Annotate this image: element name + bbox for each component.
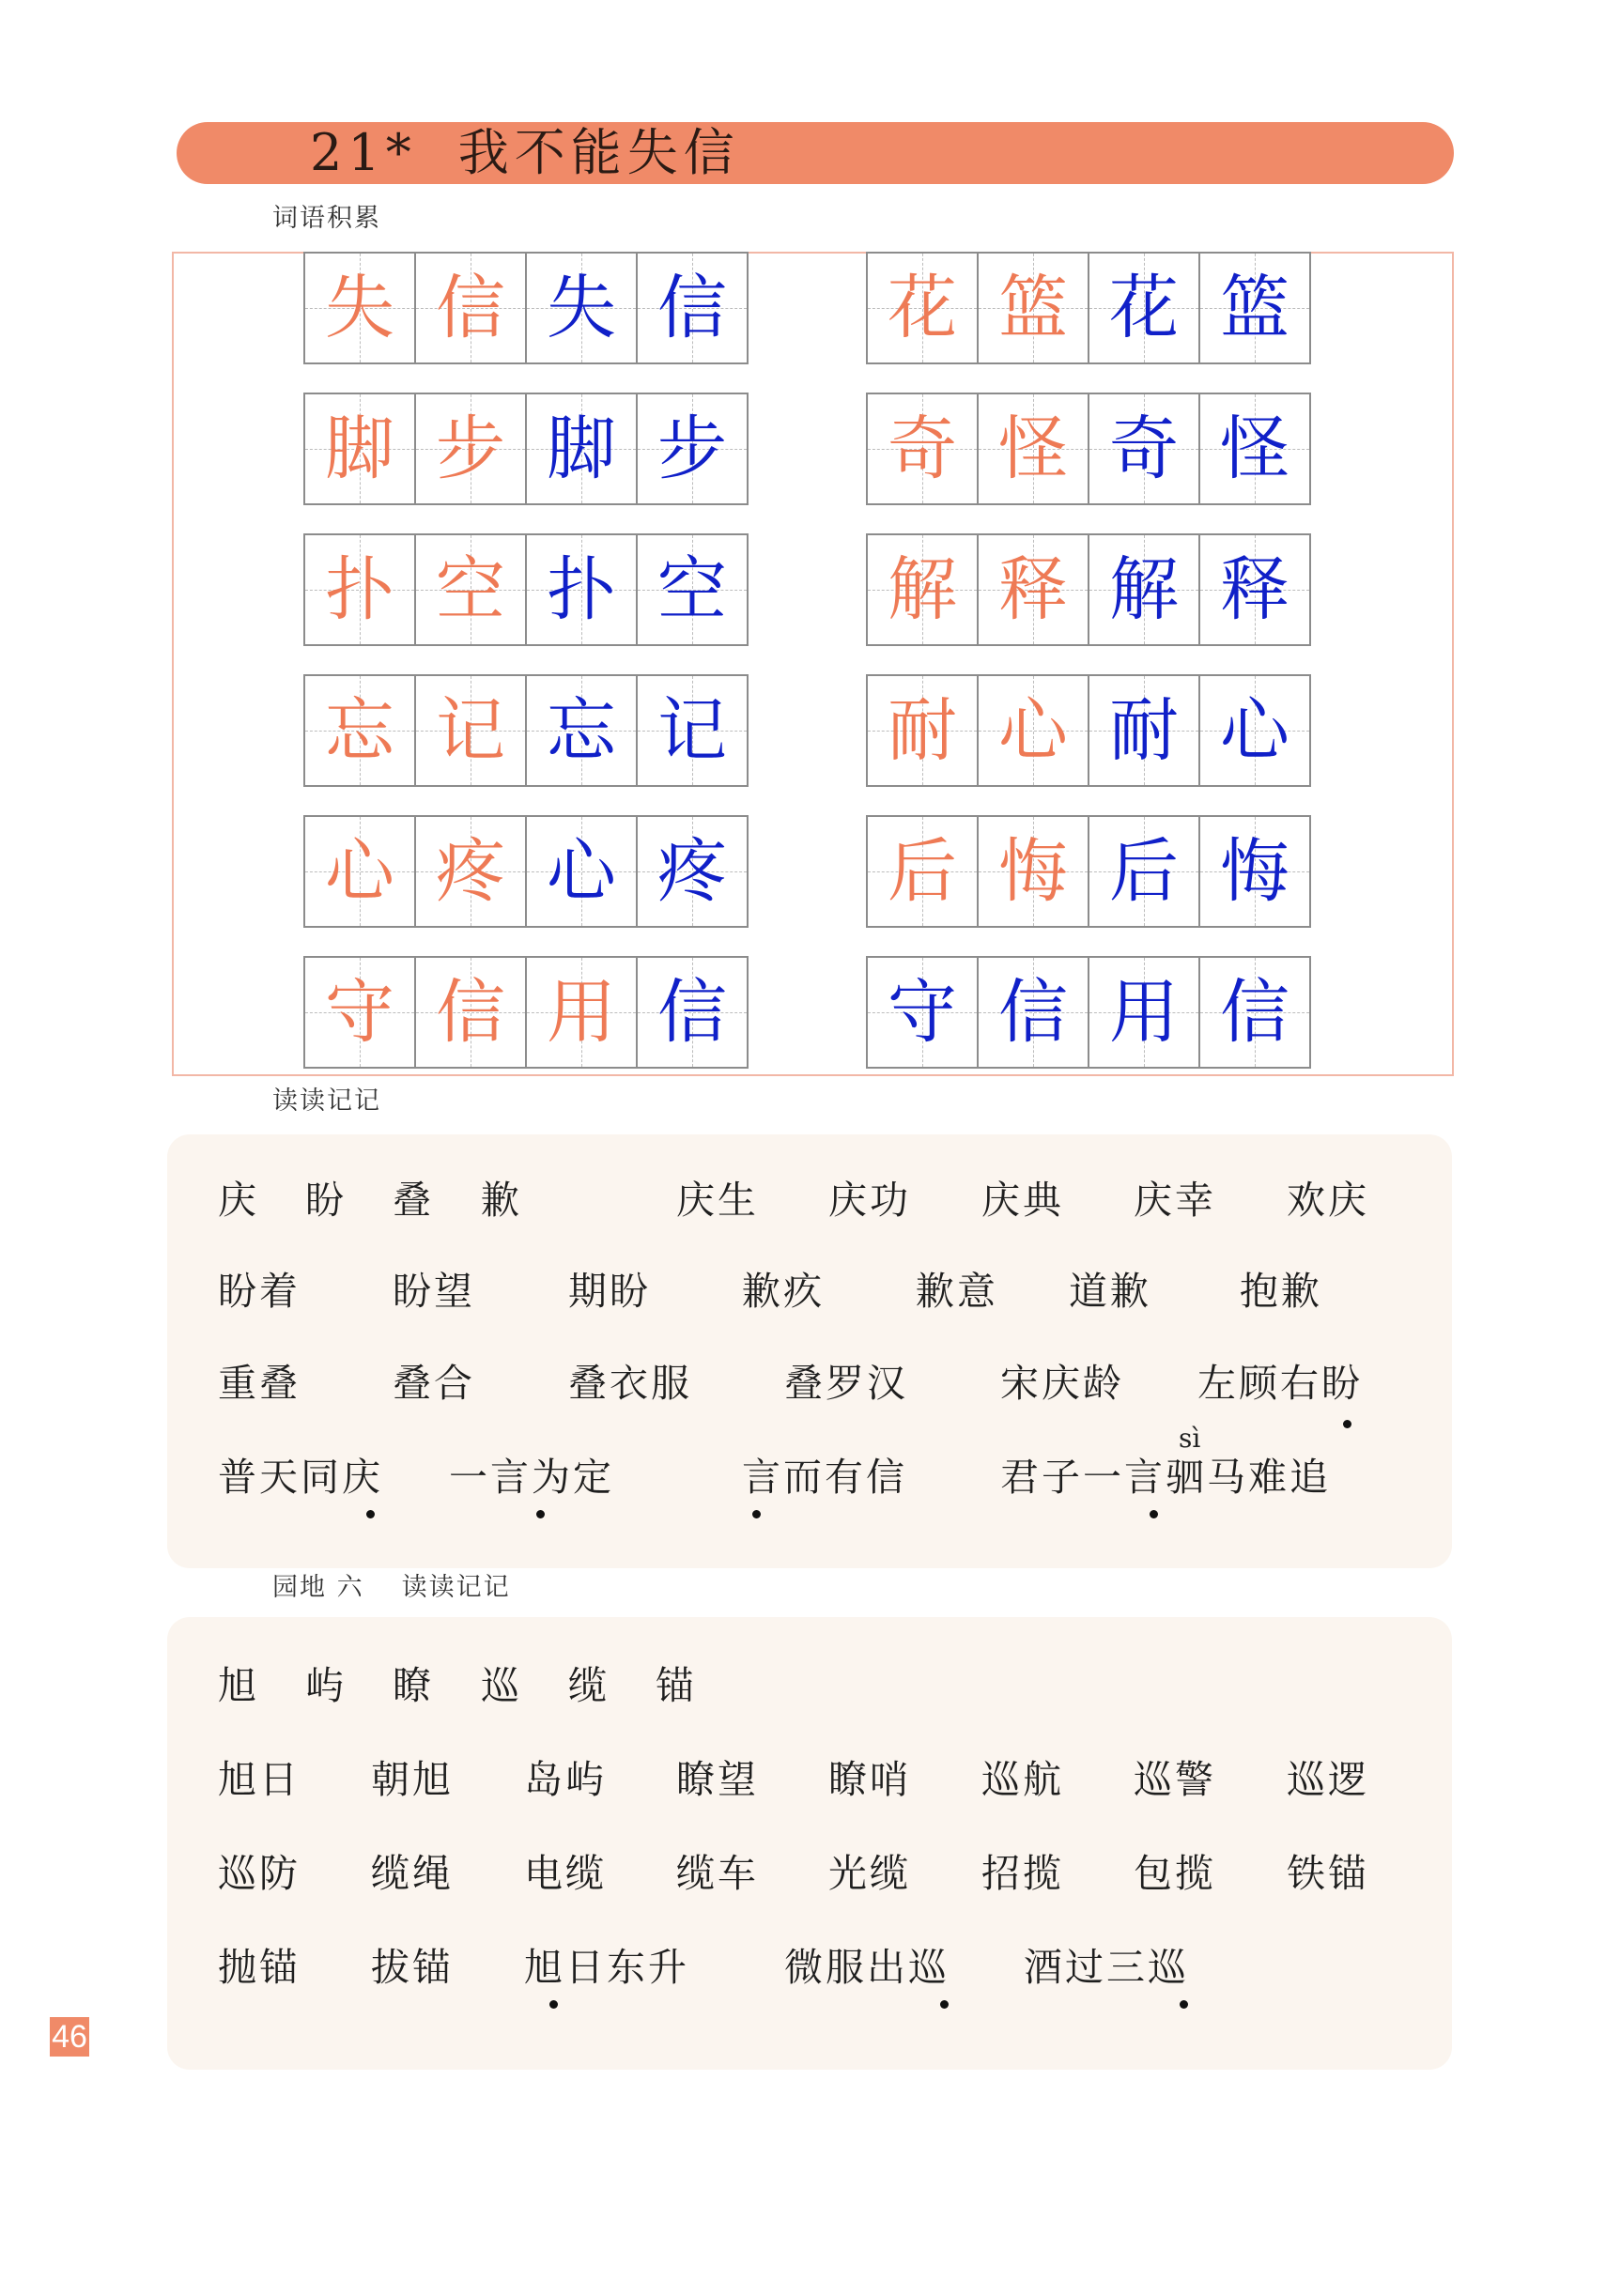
pinyin-si: sì bbox=[1179, 1423, 1201, 1454]
word-copy-group bbox=[866, 393, 1309, 505]
garden-reading-label: 读读记记 bbox=[401, 1573, 511, 1602]
practice-char: 奇 bbox=[1109, 408, 1179, 489]
word-item: 庆功 bbox=[828, 1178, 911, 1223]
word-item: 招揽 bbox=[981, 1851, 1064, 1896]
tianzige-cell bbox=[303, 393, 416, 505]
practice-char: 释 bbox=[998, 549, 1068, 630]
word-copy-group bbox=[866, 956, 1309, 1069]
tianzige-cell bbox=[525, 815, 638, 928]
word-copy-group bbox=[866, 674, 1309, 787]
lesson-name: 我不能失信 bbox=[457, 123, 740, 182]
word-copy-group bbox=[866, 533, 1309, 646]
tianzige-cell bbox=[414, 674, 527, 787]
practice-char: 心 bbox=[1220, 690, 1289, 771]
tianzige-cell bbox=[1198, 252, 1311, 364]
word-item: 酒过三巡 bbox=[1024, 1945, 1189, 1990]
tianzige-cell bbox=[977, 533, 1089, 646]
practice-char: 花 bbox=[888, 268, 957, 348]
word-item: 包揽 bbox=[1134, 1851, 1216, 1896]
emphasis-dot bbox=[536, 1510, 545, 1518]
word-item: 缆绳 bbox=[371, 1851, 454, 1896]
practice-char: 信 bbox=[657, 268, 727, 348]
lesson-title bbox=[310, 120, 740, 186]
practice-char: 后 bbox=[1109, 831, 1179, 912]
practice-char: 篮 bbox=[998, 268, 1068, 348]
reading2-chars bbox=[0, 1655, 1606, 1711]
tianzige-cell bbox=[636, 393, 749, 505]
tianzige-cell bbox=[866, 393, 979, 505]
words-section-label: 词语积累 bbox=[272, 204, 381, 233]
practice-char: 释 bbox=[1220, 549, 1289, 630]
word-item: 叠罗汉 bbox=[784, 1361, 908, 1406]
practice-char: 花 bbox=[1109, 268, 1179, 348]
practice-char: 心 bbox=[325, 831, 394, 912]
practice-char: 解 bbox=[888, 549, 957, 630]
tianzige-cell bbox=[525, 956, 638, 1069]
tianzige-cell bbox=[1198, 956, 1311, 1069]
practice-char: 空 bbox=[436, 549, 505, 630]
char-item: 屿 bbox=[305, 1663, 347, 1708]
word-item: 左顾右盼 bbox=[1197, 1361, 1363, 1406]
char-item: 锚 bbox=[656, 1663, 697, 1708]
tianzige-cell bbox=[1198, 393, 1311, 505]
tianzige-cell bbox=[977, 252, 1089, 364]
reading-section-label: 读读记记 bbox=[272, 1086, 381, 1116]
practice-char: 脚 bbox=[547, 408, 616, 489]
lesson-number: 21* bbox=[310, 123, 417, 182]
word-item: 歉意 bbox=[916, 1269, 998, 1314]
tianzige-cell bbox=[866, 815, 979, 928]
word-item: 巡警 bbox=[1134, 1757, 1216, 1802]
tianzige-cell bbox=[1198, 674, 1311, 787]
word-copy-group bbox=[866, 815, 1309, 928]
char-item: 旭 bbox=[218, 1663, 259, 1708]
word-item: 缆车 bbox=[676, 1851, 759, 1896]
practice-char: 扑 bbox=[547, 549, 616, 630]
practice-char: 怪 bbox=[1220, 408, 1289, 489]
word-item: 巡逻 bbox=[1287, 1757, 1369, 1802]
practice-char: 用 bbox=[1109, 972, 1179, 1053]
tianzige-cell bbox=[303, 674, 416, 787]
tianzige-cell bbox=[1088, 674, 1200, 787]
word-item: 巡航 bbox=[981, 1757, 1064, 1802]
practice-char: 疼 bbox=[657, 831, 727, 912]
char-item: 盼 bbox=[305, 1178, 347, 1223]
practice-char: 空 bbox=[657, 549, 727, 630]
tianzige-cell bbox=[525, 674, 638, 787]
char-item: 巡 bbox=[481, 1663, 522, 1708]
tianzige-cell bbox=[414, 393, 527, 505]
word-item: 一言为定 bbox=[449, 1455, 614, 1500]
tianzige-cell bbox=[414, 956, 527, 1069]
word-item: 普天同庆 bbox=[218, 1455, 383, 1500]
emphasis-dot bbox=[1343, 1420, 1351, 1428]
reading1-row0 bbox=[0, 1169, 1606, 1225]
tianzige-cell bbox=[866, 533, 979, 646]
tianzige-cell bbox=[414, 815, 527, 928]
practice-char: 解 bbox=[1109, 549, 1179, 630]
word-item: 岛屿 bbox=[524, 1757, 607, 1802]
tianzige-cell bbox=[636, 815, 749, 928]
word-copy-group bbox=[303, 956, 747, 1069]
practice-char: 篮 bbox=[1220, 268, 1289, 348]
word-item: 盼望 bbox=[393, 1269, 475, 1314]
emphasis-dot bbox=[940, 2000, 949, 2009]
tianzige-cell bbox=[1088, 533, 1200, 646]
emphasis-dot bbox=[1180, 2000, 1188, 2009]
practice-char: 耐 bbox=[1109, 690, 1179, 771]
practice-char: 忘 bbox=[325, 690, 394, 771]
word-item: 道歉 bbox=[1069, 1269, 1151, 1314]
tianzige-cell bbox=[866, 674, 979, 787]
word-item: 拔锚 bbox=[371, 1945, 454, 1990]
practice-char: 扑 bbox=[325, 549, 394, 630]
word-copy-group bbox=[303, 393, 747, 505]
tianzige-cell bbox=[303, 956, 416, 1069]
char-item: 叠 bbox=[393, 1178, 434, 1223]
practice-char: 悔 bbox=[998, 831, 1068, 912]
practice-char: 疼 bbox=[436, 831, 505, 912]
tianzige-cell bbox=[1088, 252, 1200, 364]
emphasis-dot bbox=[549, 2000, 558, 2009]
tianzige-cell bbox=[303, 533, 416, 646]
garden-name: 园地 六 bbox=[272, 1573, 364, 1602]
emphasis-dot bbox=[752, 1510, 761, 1518]
practice-char: 奇 bbox=[888, 408, 957, 489]
word-item: 叠合 bbox=[393, 1361, 475, 1406]
tianzige-cell bbox=[303, 815, 416, 928]
word-item: 微服出巡 bbox=[784, 1945, 950, 1990]
emphasis-dot bbox=[366, 1510, 375, 1518]
practice-char: 失 bbox=[547, 268, 616, 348]
tianzige-cell bbox=[1088, 393, 1200, 505]
practice-char: 失 bbox=[325, 268, 394, 348]
practice-char: 悔 bbox=[1220, 831, 1289, 912]
practice-char: 守 bbox=[888, 972, 957, 1053]
practice-char: 忘 bbox=[547, 690, 616, 771]
tianzige-cell bbox=[866, 252, 979, 364]
reading1-row3 bbox=[0, 1352, 1606, 1409]
word-item: 瞭哨 bbox=[828, 1757, 911, 1802]
tianzige-cell bbox=[525, 533, 638, 646]
word-item: 庆生 bbox=[676, 1178, 759, 1223]
word-item: 期盼 bbox=[568, 1269, 651, 1314]
word-item: 言而有信 bbox=[742, 1455, 907, 1500]
word-item: 抱歉 bbox=[1240, 1269, 1322, 1314]
word-item: 庆典 bbox=[981, 1178, 1064, 1223]
tianzige-cell bbox=[525, 252, 638, 364]
practice-char: 步 bbox=[657, 408, 727, 489]
word-item: 光缆 bbox=[828, 1851, 911, 1896]
word-copy-group bbox=[303, 815, 747, 928]
char-item: 瞭 bbox=[393, 1663, 434, 1708]
word-item: 宋庆龄 bbox=[1000, 1361, 1124, 1406]
practice-char: 信 bbox=[657, 972, 727, 1053]
tianzige-cell bbox=[525, 393, 638, 505]
word-item: 盼着 bbox=[218, 1269, 301, 1314]
word-item: 朝旭 bbox=[371, 1757, 454, 1802]
tianzige-cell bbox=[303, 252, 416, 364]
word-item: 叠衣服 bbox=[568, 1361, 692, 1406]
practice-char: 耐 bbox=[888, 690, 957, 771]
tianzige-cell bbox=[414, 252, 527, 364]
tianzige-cell bbox=[977, 674, 1089, 787]
tianzige-cell bbox=[636, 252, 749, 364]
word-item: 铁锚 bbox=[1287, 1851, 1369, 1896]
word-copy-group bbox=[866, 252, 1309, 364]
word-item: 巡防 bbox=[218, 1851, 301, 1896]
char-item: 庆 bbox=[218, 1178, 259, 1223]
tianzige-cell bbox=[636, 674, 749, 787]
practice-char: 脚 bbox=[325, 408, 394, 489]
reading1-row2 bbox=[0, 1260, 1606, 1317]
practice-char: 怪 bbox=[998, 408, 1068, 489]
practice-char: 守 bbox=[325, 972, 394, 1053]
reading2-row3 bbox=[0, 1936, 1606, 1993]
tianzige-cell bbox=[1088, 956, 1200, 1069]
tianzige-cell bbox=[866, 956, 979, 1069]
tianzige-cell bbox=[977, 956, 1089, 1069]
word-copy-group bbox=[303, 252, 747, 364]
practice-char: 用 bbox=[547, 972, 616, 1053]
reading2-row2 bbox=[0, 1842, 1606, 1899]
word-practice-frame bbox=[172, 252, 1454, 1076]
tianzige-cell bbox=[636, 956, 749, 1069]
tianzige-cell bbox=[977, 393, 1089, 505]
practice-char: 信 bbox=[1220, 972, 1289, 1053]
word-item: 重叠 bbox=[218, 1361, 301, 1406]
word-copy-group bbox=[303, 533, 747, 646]
word-item: 旭日 bbox=[218, 1757, 301, 1802]
word-item: 歉疚 bbox=[742, 1269, 825, 1314]
reading2-row1 bbox=[0, 1749, 1606, 1805]
practice-char: 记 bbox=[436, 690, 505, 771]
word-item: 旭日东升 bbox=[524, 1945, 689, 1990]
tianzige-cell bbox=[977, 815, 1089, 928]
practice-char: 信 bbox=[436, 268, 505, 348]
tianzige-cell bbox=[1198, 533, 1311, 646]
char-item: 缆 bbox=[568, 1663, 610, 1708]
practice-char: 信 bbox=[436, 972, 505, 1053]
practice-char: 信 bbox=[998, 972, 1068, 1053]
char-item: 歉 bbox=[481, 1178, 522, 1223]
word-item: 瞭望 bbox=[676, 1757, 759, 1802]
practice-char: 步 bbox=[436, 408, 505, 489]
practice-char: 记 bbox=[657, 690, 727, 771]
tianzige-cell bbox=[636, 533, 749, 646]
word-item: 庆幸 bbox=[1134, 1178, 1216, 1223]
practice-char: 心 bbox=[547, 831, 616, 912]
word-item: 君子一言驷马难追 bbox=[1000, 1455, 1331, 1500]
tianzige-cell bbox=[1088, 815, 1200, 928]
tianzige-cell bbox=[414, 533, 527, 646]
word-item: 抛锚 bbox=[218, 1945, 301, 1990]
word-copy-group bbox=[303, 674, 747, 787]
page-number: 46 bbox=[50, 2017, 89, 2057]
practice-char: 心 bbox=[998, 690, 1068, 771]
practice-char: 后 bbox=[888, 831, 957, 912]
word-item: 电缆 bbox=[524, 1851, 607, 1896]
emphasis-dot bbox=[1150, 1510, 1158, 1518]
tianzige-cell bbox=[1198, 815, 1311, 928]
reading1-row4 bbox=[0, 1446, 1606, 1502]
garden-label bbox=[272, 1566, 511, 1603]
word-item: 欢庆 bbox=[1287, 1178, 1369, 1223]
